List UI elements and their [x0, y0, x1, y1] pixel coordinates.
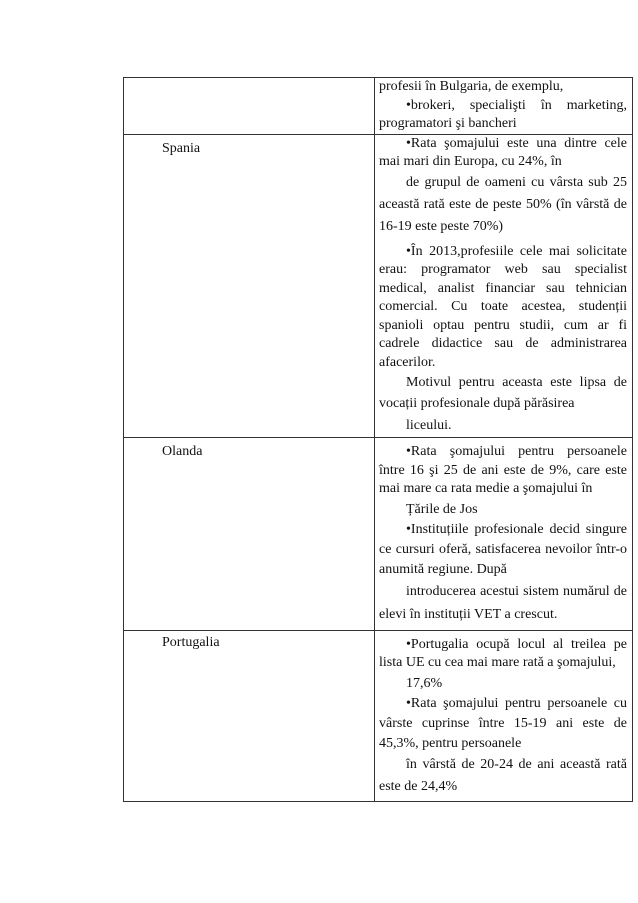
country-table — [123, 77, 633, 802]
content-cell — [375, 438, 633, 631]
country-cell: Olanda — [124, 438, 375, 631]
paragraph: •Rata şomajului pentru persoanele între 16 şi 25 de ani este de 9%, care este mai mare ca rata medie a şomajului în — [379, 444, 627, 496]
paragraph: •Instituțiile profesionale decid singure ce cursuri oferă, satisfacerea nevoilor într-o anumită regiune. După — [379, 521, 627, 577]
paragraph: •Rata şomajului este una dintre cele mai mari din Europa, cu 24%, în — [379, 135, 627, 169]
table-row — [124, 134, 633, 438]
paragraph: •Rata şomajului pentru persoanele cu vârste cuprinse între 15-19 ani este de 45,3%, pentru persoanele — [379, 695, 627, 751]
content-cell — [375, 630, 633, 801]
table-row — [124, 78, 633, 135]
paragraph: profesii în Bulgaria, de exemplu, — [379, 79, 564, 94]
paragraph: Motivul pentru aceasta este lipsa de vocații profesionale după părăsirea — [379, 375, 627, 411]
paragraph: •brokeri, specialişti în marketing, programatori şi bancheri — [379, 97, 627, 131]
paragraph: liceului. — [406, 418, 452, 433]
paragraph: •În 2013,profesiile cele mai solicitate erau: programator web sau specialist medical, analist financiar sau tehnician comercial. Cu toate acestea, studenții spanioli optau pentru studii, cum ar fi cadrele didactice sau de administrarea afacerilor. — [379, 243, 627, 370]
paragraph: în vârstă de 20-24 de ani această rată este de 24,4% — [379, 756, 627, 794]
paragraph: •Portugalia ocupă locul al treilea pe lista UE cu cea mai mare rată a şomajului, — [379, 636, 627, 670]
paragraph: de grupul de oameni cu vârsta sub 25 această rată este de peste 50% (în vârstă de 16-19 este peste 70%) — [379, 174, 627, 234]
content-cell — [375, 78, 633, 135]
paragraph: 17,6% — [406, 675, 443, 691]
country-cell: Portugalia — [124, 630, 375, 801]
paragraph: Țările de Jos — [406, 501, 478, 517]
paragraph: introducerea acestui sistem numărul de elevi în instituții VET a crescut. — [379, 583, 627, 622]
table-row — [124, 630, 633, 801]
country-cell: Spania — [124, 134, 375, 438]
table-row — [124, 438, 633, 631]
country-cell — [124, 78, 375, 135]
content-cell — [375, 134, 633, 438]
